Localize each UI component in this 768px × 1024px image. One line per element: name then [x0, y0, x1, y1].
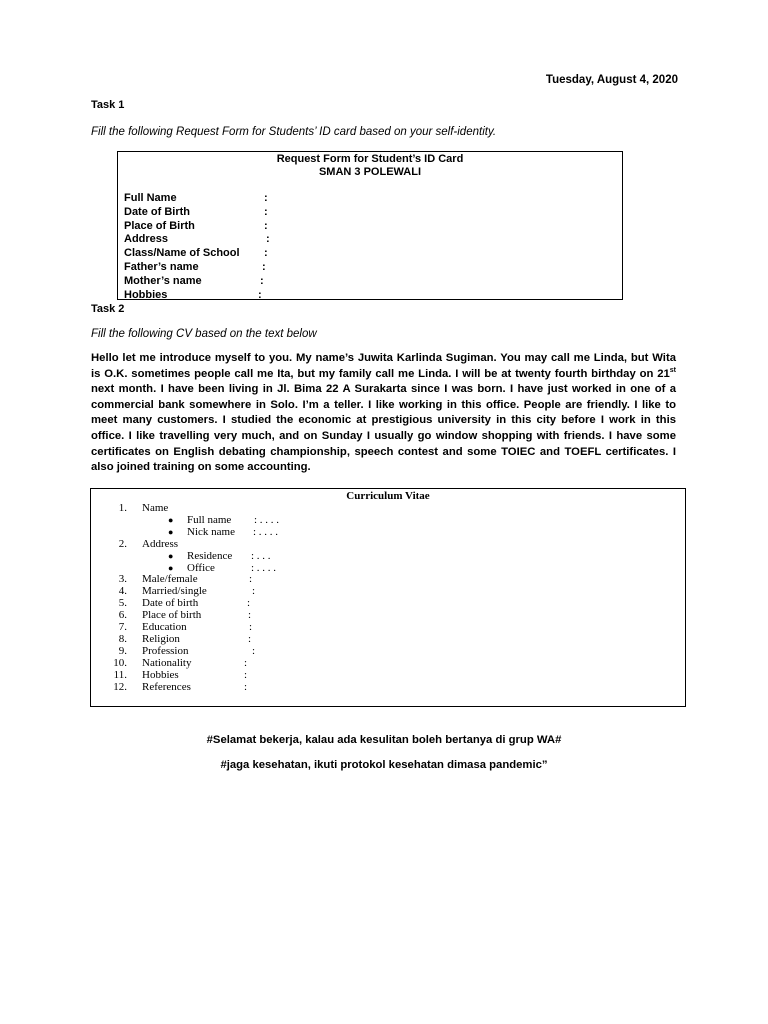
- document-date: Tuesday, August 4, 2020: [545, 74, 678, 86]
- id-form-field-label: Place of Birth: [124, 219, 195, 232]
- cv-item-label: Address: [142, 537, 179, 550]
- id-form-field-label: Date of Birth: [124, 205, 190, 218]
- cv-sub-value: : . . .: [251, 549, 271, 562]
- cv-item-number: 3.: [118, 573, 127, 586]
- cv-item-number: 11.: [113, 668, 127, 681]
- cv-item-label: References: [142, 680, 191, 693]
- cv-sub-value: : . . . .: [251, 561, 277, 574]
- para-part1: Hello let me introduce myself to you. My name’s Juwita Karlinda Sugiman. You may call me Linda, but Wita is O.K. sometimes people call me Ita, but my family call me Linda. I will be at twenty fourth birthday on 21: [91, 352, 676, 380]
- cv-item-colon: :: [244, 656, 248, 669]
- cv-item-label: Hobbies: [142, 668, 179, 681]
- id-form-field-label: Hobbies: [124, 288, 168, 301]
- id-form-school: SMAN 3 POLEWALI: [318, 166, 422, 178]
- id-form-field-label: Mother’s name: [124, 274, 202, 287]
- cv-item-colon: :: [248, 632, 252, 645]
- cv-sub-value: : . . . .: [254, 513, 280, 526]
- cv-item-number: 12.: [113, 680, 127, 693]
- id-form-field-label: Class/Name of School: [124, 247, 240, 260]
- id-form-field-label: Address: [124, 233, 169, 246]
- id-form-field-colon: :: [266, 233, 270, 246]
- cv-item-label: Religion: [142, 632, 180, 645]
- cv-item-colon: :: [247, 597, 251, 610]
- cv-sub-label: Nick name: [187, 525, 235, 538]
- cv-item-colon: :: [252, 585, 256, 598]
- cv-item-label: Place of birth: [142, 609, 202, 622]
- id-form-field-colon: :: [260, 274, 264, 287]
- cv-item-label: Profession: [142, 644, 189, 657]
- cv-item-number: 2.: [118, 537, 127, 550]
- id-form-field-colon: :: [264, 205, 268, 218]
- bullet-icon: ●: [168, 514, 174, 525]
- para-superscript: st: [669, 366, 676, 374]
- task1-heading: Task 1: [91, 99, 125, 111]
- cv-item-number: 5.: [118, 597, 127, 610]
- cv-item-label: Education: [142, 621, 187, 633]
- task2-instruction: Fill the following CV based on the text below: [91, 328, 317, 340]
- bullet-icon: ●: [168, 526, 174, 537]
- cv-sub-label: Full name: [187, 513, 232, 526]
- cv-item-label: Married/single: [142, 585, 207, 598]
- id-form-field-colon: :: [264, 192, 268, 204]
- bullet-icon: ●: [168, 550, 174, 561]
- cv-item-number: 8.: [118, 632, 127, 645]
- cv-item-label: Name: [142, 502, 169, 514]
- id-form-header: [118, 153, 622, 179]
- id-form-field-label: Father’s name: [124, 261, 199, 273]
- id-form-title: Request Form for Student’s ID Card: [276, 153, 464, 165]
- cv-item-colon: :: [252, 644, 256, 657]
- cv-item-colon: :: [244, 668, 248, 681]
- cv-item-colon: :: [244, 680, 248, 693]
- id-form-field-colon: :: [262, 261, 266, 273]
- cv-item-label: Male/female: [142, 573, 198, 586]
- cv-sub-label: Office: [187, 561, 215, 574]
- cv-item-label: Date of birth: [142, 597, 199, 610]
- bullet-icon: ●: [168, 562, 174, 573]
- id-form-field-colon: :: [258, 288, 262, 301]
- cv-item-number: 4.: [118, 585, 127, 598]
- cv-item-number: 1.: [118, 502, 127, 514]
- footer-message-1: #Selamat bekerja, kalau ada kesulitan boleh bertanya di grup WA#: [206, 734, 562, 746]
- cv-sub-value: : . . . .: [253, 525, 279, 538]
- curriculum-vitae-form: [90, 488, 686, 707]
- id-form-field-label: Full Name: [124, 192, 177, 204]
- cv-title: Curriculum Vitae: [346, 490, 430, 502]
- para-part2: next month. I have been living in Jl. Bima 22 A Surakarta since I was born. I have just worked in one of a commercial bank somewhere in Solo. I’m a teller. I like working in this office. People are friendly. I like to meet many customers. I studied the economic at prestigious university in this city before I work in this office. I like travelling very much, and on Sunday I usually go window shopping with friends. I have some certificates on English debating championship, speech contest and some TOIEC and TOEFL certificates. I also joined training on some accounting.: [91, 383, 676, 474]
- id-card-request-form: [117, 151, 623, 300]
- cv-item-number: 10.: [113, 656, 127, 669]
- cv-item-colon: :: [249, 573, 253, 586]
- footer-message-2: #jaga kesehatan, ikuti protokol kesehatan dimasa pandemic”: [220, 759, 548, 771]
- task1-instruction: Fill the following Request Form for Students’ ID card based on your self-identity.: [91, 126, 497, 138]
- cv-item-number: 9.: [118, 644, 127, 657]
- cv-sub-label: Residence: [187, 549, 233, 562]
- cv-item-label: Nationality: [142, 656, 192, 669]
- self-introduction-text: [91, 351, 676, 476]
- id-form-field-colon: :: [264, 219, 268, 232]
- cv-item-number: 7.: [118, 621, 127, 633]
- id-form-field-colon: :: [264, 247, 268, 260]
- cv-item-colon: :: [248, 609, 252, 622]
- cv-item-number: 6.: [118, 609, 127, 622]
- cv-item-colon: :: [249, 621, 253, 633]
- task2-heading: Task 2: [91, 303, 125, 315]
